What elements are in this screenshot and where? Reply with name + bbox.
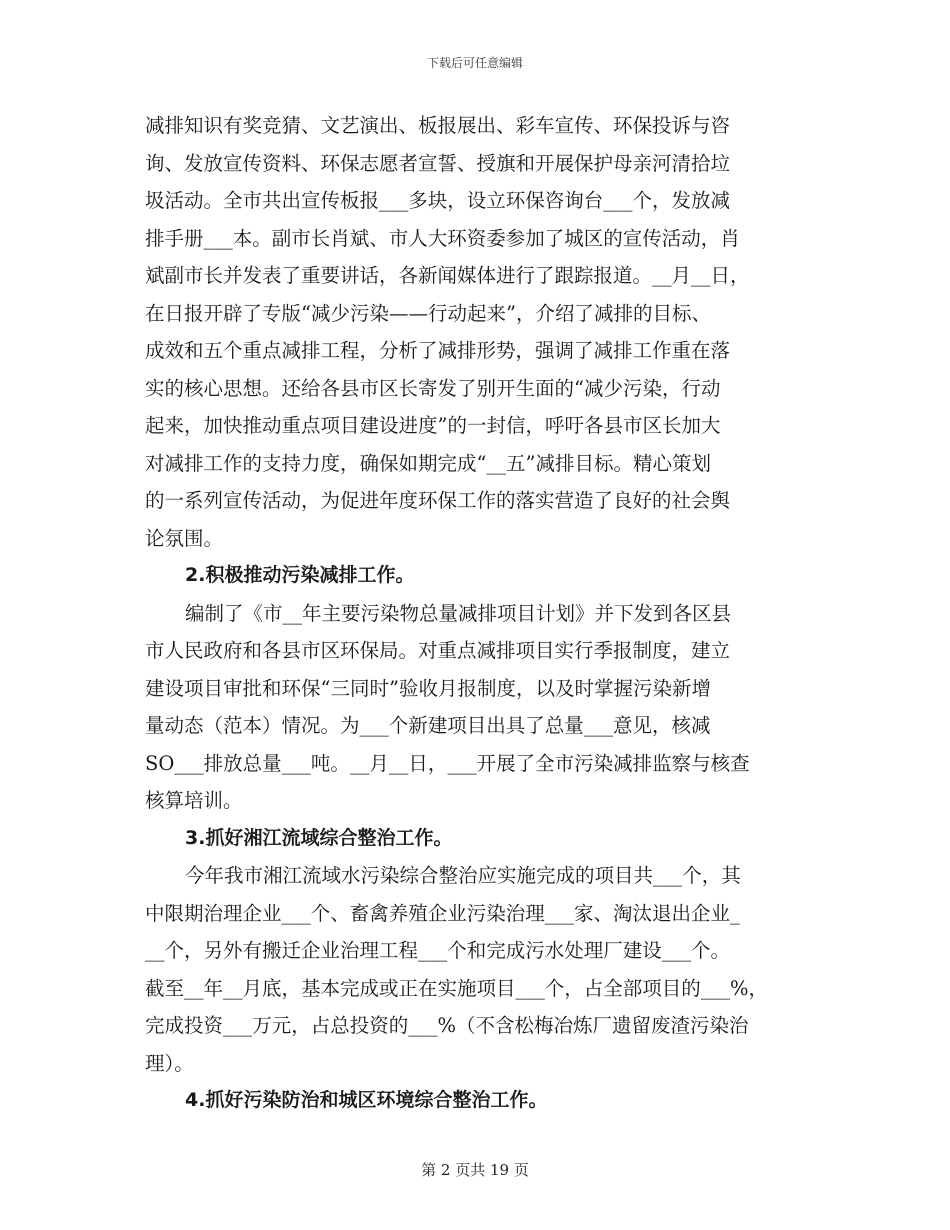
- paragraph-line: 截至__年__月底，基本完成或正在实施项目___个，占全部项目的___%，: [145, 976, 769, 1000]
- section-heading: 3.抓好湘江流域综合整治工作。: [185, 826, 453, 849]
- paragraph-line: 在日报开辟了专版“减少污染——行动起来”，介绍了减排的目标、: [145, 301, 711, 325]
- paragraph-line: 完成投资___万元，占总投资的___%（不含松梅冶炼厂遗留废渣污染治: [145, 1014, 749, 1037]
- paragraph-line: SO___排放总量___吨。__月__日，___开展了全市污染减排监察与核查: [145, 751, 750, 775]
- page-number: 第 2 页共 19 页: [421, 1161, 529, 1179]
- paragraph-line: 理）。: [145, 1051, 194, 1075]
- paragraph-line: 起来，加快推动重点项目建设进度”的一封信，呼吁各县市区长加大: [145, 414, 721, 437]
- section-heading: 2.积极推动污染减排工作。: [185, 564, 415, 586]
- paragraph-line: 对减排工作的支持力度，确保如期完成“__五”减排目标。精心策划: [145, 451, 711, 475]
- paragraph-line: 量动态（范本）情况。为___个新建项目出具了总量___意见，核减: [145, 714, 711, 737]
- section-heading: 4.抓好污染防治和城区环境综合整治工作。: [185, 1089, 548, 1111]
- paragraph-line: 排手册___本。副市长肖斌、市人大环资委参加了城区的宣传活动，肖: [145, 226, 740, 250]
- paragraph-line: 核算培训。: [145, 789, 243, 812]
- paragraph-line: 论氛围。: [145, 526, 224, 550]
- page-header-note: 下载后可任意编辑: [426, 56, 523, 70]
- paragraph-first-line: 今年我市湘江流域水污染综合整治应实施完成的项目共___个，其: [185, 864, 741, 887]
- paragraph-line: __个，另外有搬迁企业治理工程___个和完成污水处理厂建设___个。: [145, 939, 731, 962]
- paragraph-line: 的一系列宣传活动，为促进年度环保工作的落实营造了良好的社会舆: [145, 489, 731, 512]
- paragraph-line: 实的核心思想。还给各县市区长寄发了别开生面的“减少污染，行动: [145, 376, 721, 400]
- paragraph-line: 市人民政府和各县市区环保局。对重点减排项目实行季报制度，建立: [145, 639, 731, 662]
- paragraph-line: 询、发放宣传资料、环保志愿者宣誓、授旗和开展保护母亲河清拾垃: [145, 151, 731, 175]
- paragraph-line: 减排知识有奖竞猜、文艺演出、板报展出、彩车宣传、环保投诉与咨: [145, 114, 731, 137]
- paragraph-first-line: 编制了《市__年主要污染物总量减排项目计划》并下发到各区县: [185, 601, 732, 625]
- paragraph-line: 成效和五个重点减排工程，分析了减排形势，强调了减排工作重在落: [145, 339, 731, 362]
- paragraph-line: 中限期治理企业___个、畜禽养殖企业污染治理___家、淘汰退出企业_: [145, 901, 740, 925]
- document-body: [145, 107, 815, 1120]
- paragraph-line: 斌副市长并发表了重要讲话，各新闻媒体进行了跟踪报道。__月__日，: [145, 264, 750, 287]
- paragraph-line: 建设项目审批和环保“三同时”验收月报制度，以及时掌握污染新增: [145, 676, 711, 700]
- paragraph-line: 圾活动。全市共出宣传板报___多块，设立环保咨询台___个，发放减: [145, 189, 731, 212]
